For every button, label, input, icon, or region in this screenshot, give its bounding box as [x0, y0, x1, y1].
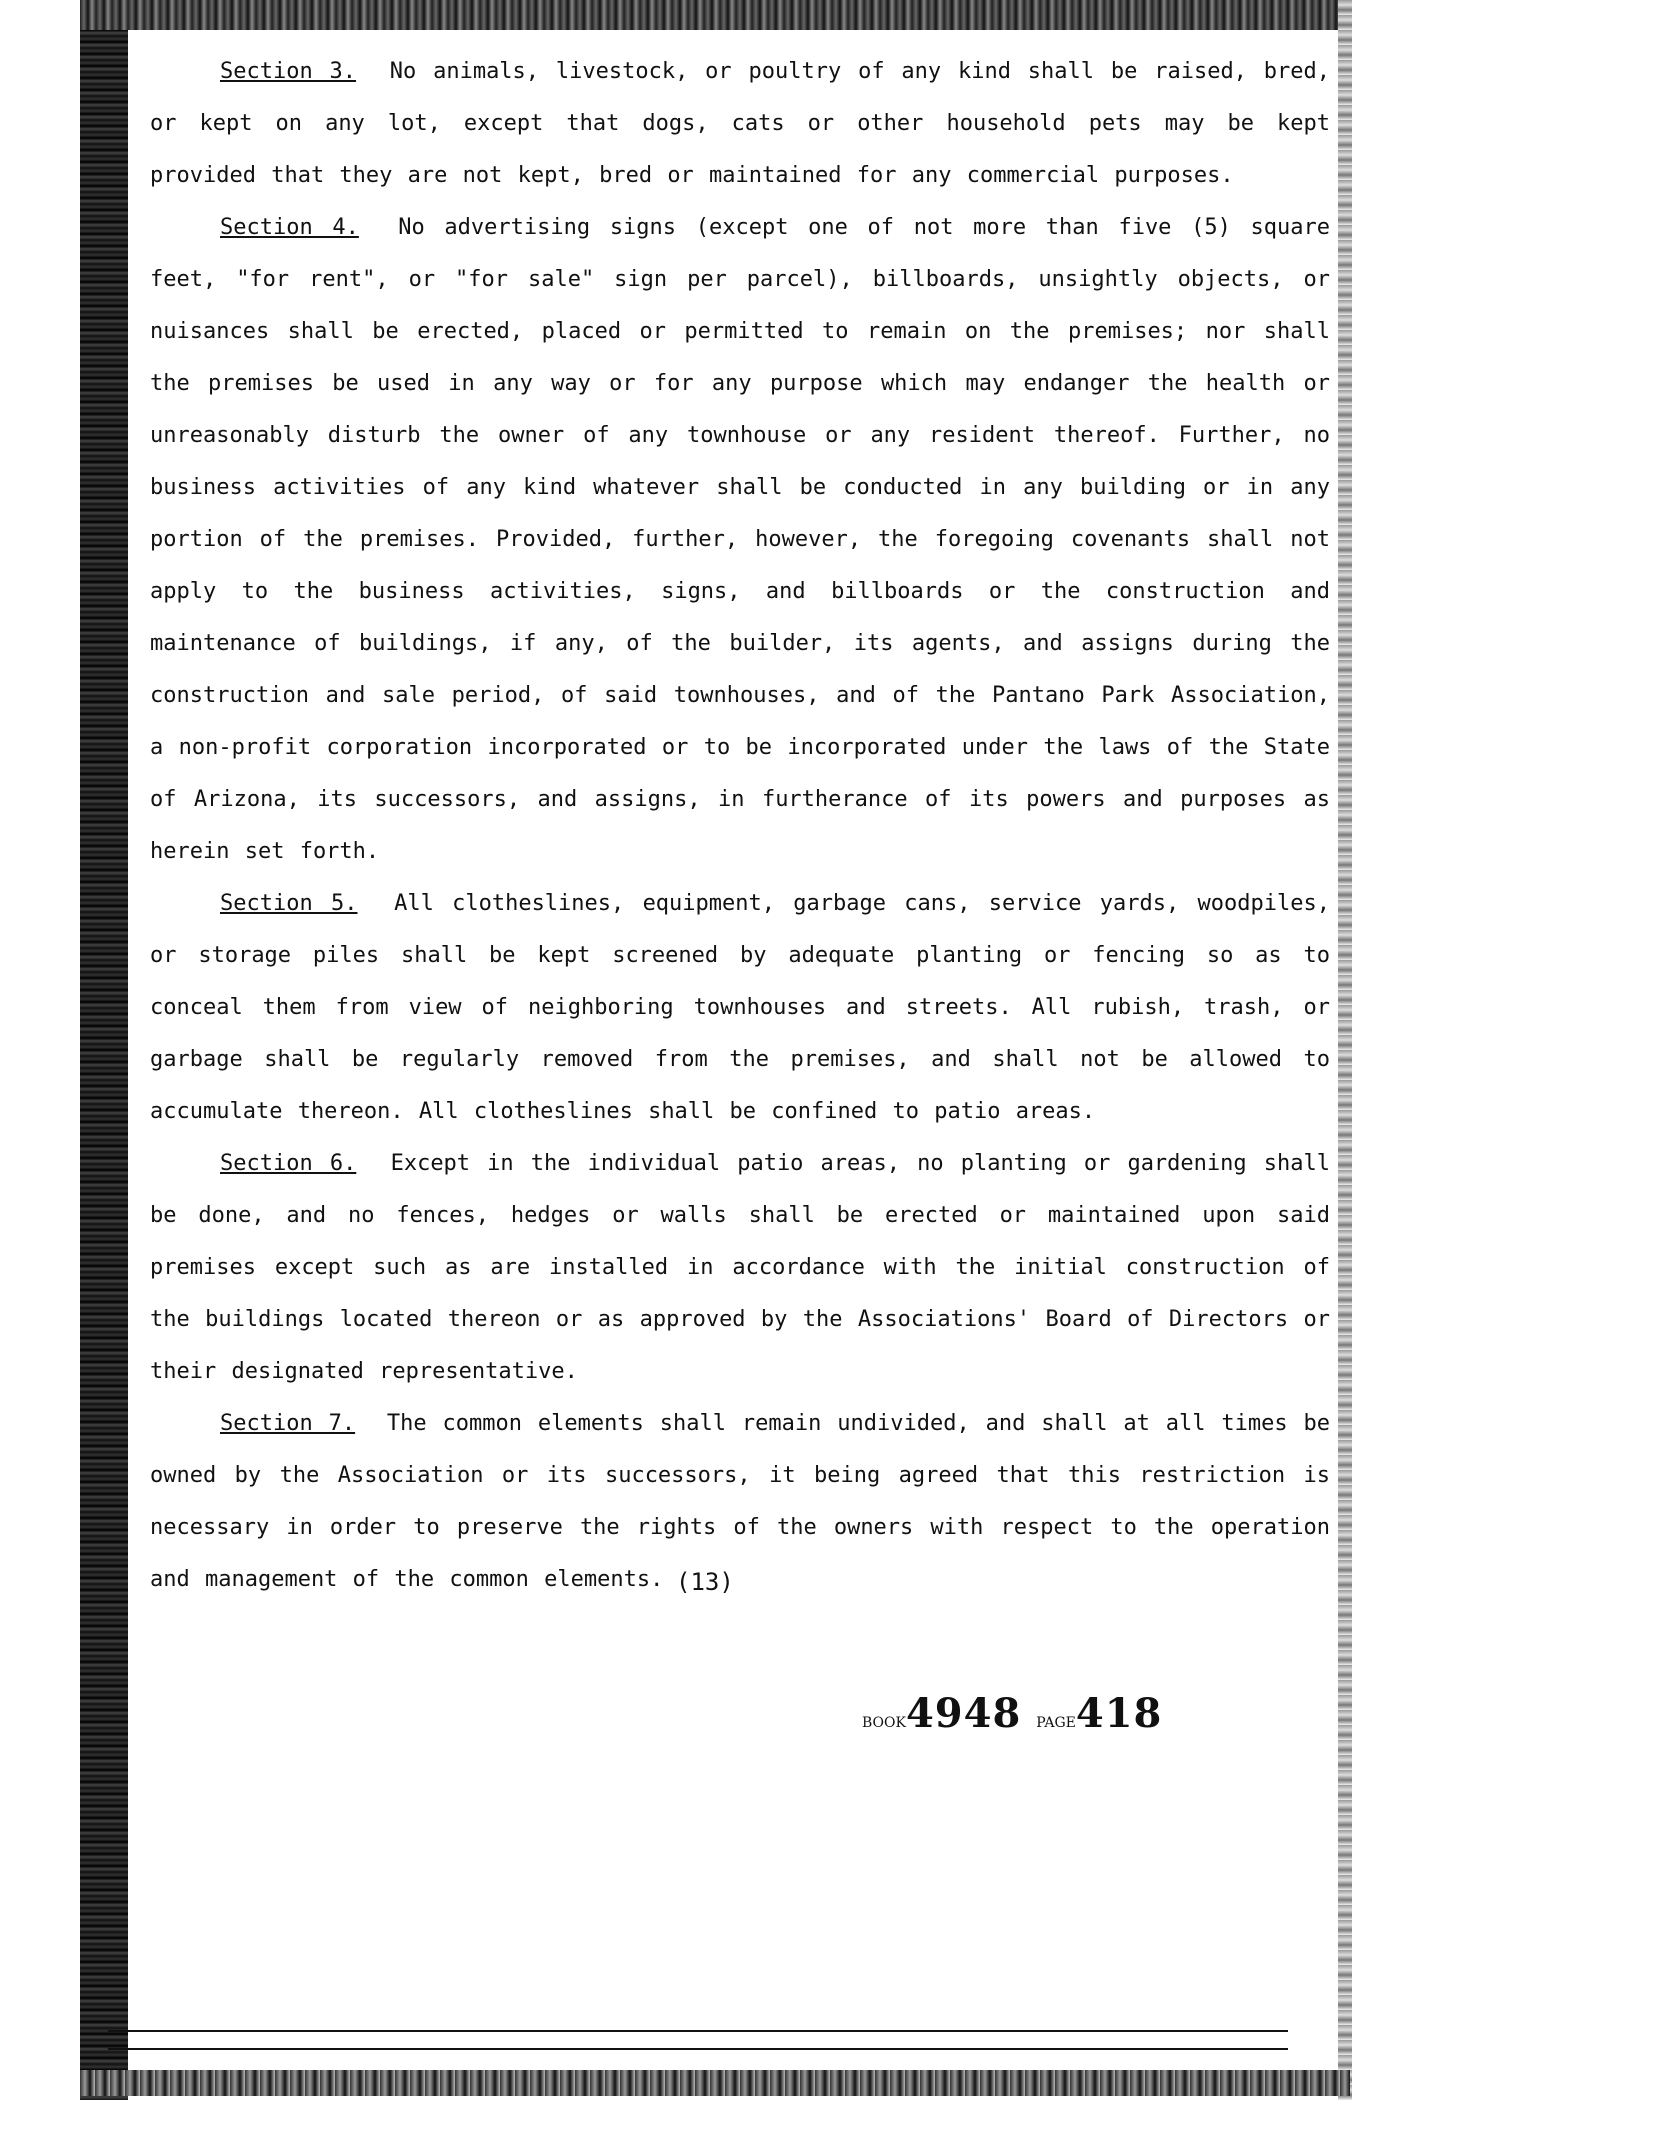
section-6 [150, 1138, 1330, 1398]
section-6-heading: Section 6. [220, 1151, 357, 1176]
section-3-heading: Section 3. [220, 59, 357, 84]
section-7 [150, 1398, 1330, 1606]
page-label: PAGE [1036, 1715, 1076, 1731]
scan-edge-top [80, 0, 1350, 30]
section-7-heading: Section 7. [220, 1411, 356, 1436]
page-number: (13) [676, 1568, 734, 1596]
section-5-heading: Section 5. [220, 891, 358, 916]
scan-edge-bottom [80, 2070, 1350, 2096]
section-6-text: Except in the individual patio areas, no planting or gardening shall be done, and no fences, hedges or walls shall be erected or maintained upon said premises except such as are installed in accordance with the initial construction of the buildings located thereon or as approved by the Associations' Board of Directors or their designated representative. [150, 1151, 1330, 1384]
bottom-rule [108, 2030, 1288, 2032]
scan-edge-left [80, 0, 128, 2100]
book-label: BOOK [862, 1715, 906, 1731]
section-4 [150, 202, 1330, 878]
section-5-text: All clotheslines, equipment, garbage cans, service yards, woodpiles, or storage piles shall be kept screened by adequate planting or fencing so as to conceal them from view of neighboring townhouses and streets. All rubish, trash, or garbage shall be regularly removed from the premises, and shall not be allowed to accumulate thereon. All clotheslines shall be confined to patio areas. [150, 891, 1331, 1124]
section-7-text: The common elements shall remain undivided, and shall at all times be owned by the Association or its successors, it being agreed that this restriction is necessary in order to preserve the rights of the owners with respect to the operation and management of the common elements. [150, 1411, 1330, 1592]
bottom-rule-2 [108, 2048, 1288, 2050]
section-5 [150, 878, 1330, 1138]
page-ref: 418 [1075, 1690, 1163, 1737]
document-body [150, 46, 1330, 1606]
section-4-text: No advertising signs (except one of not more than five (5) square feet, "for rent", or "for sale" sign per parcel), billboards, unsightly objects, or nuisances shall be erected, placed or permitted to remain on the premises; nor shall the premises be used in any way or for any purpose which may endanger the health or unreasonably disturb the owner of any townhouse or any resident thereof. Further, no business activities of any kind whatever shall be conducted in any building or in any portion of the premises. Provided, further, however, the foregoing covenants shall not apply to the business activities, signs, and billboards or the construction and maintenance of buildings, if any, of the builder, its agents, and assigns during the construction and sale period, of said townhouses, and of the Pantano Park Association, a non-profit corporation incorporated or to be incorporated under the laws of the State of Arizona, its successors, and assigns, in furtherance of its powers and purposes as herein set forth. [150, 215, 1330, 864]
book-number: 4948 [905, 1690, 1022, 1737]
section-4-heading: Section 4. [220, 215, 359, 240]
section-3 [150, 46, 1330, 202]
book-page-reference [862, 1690, 1162, 1737]
section-3-text: No animals, livestock, or poultry of any kind shall be raised, bred, or kept on any lot, except that dogs, cats or other household pets may be kept provided that they are not kept, bred or maintained for any commercial purposes. [150, 59, 1330, 188]
scan-edge-right [1338, 0, 1352, 2100]
